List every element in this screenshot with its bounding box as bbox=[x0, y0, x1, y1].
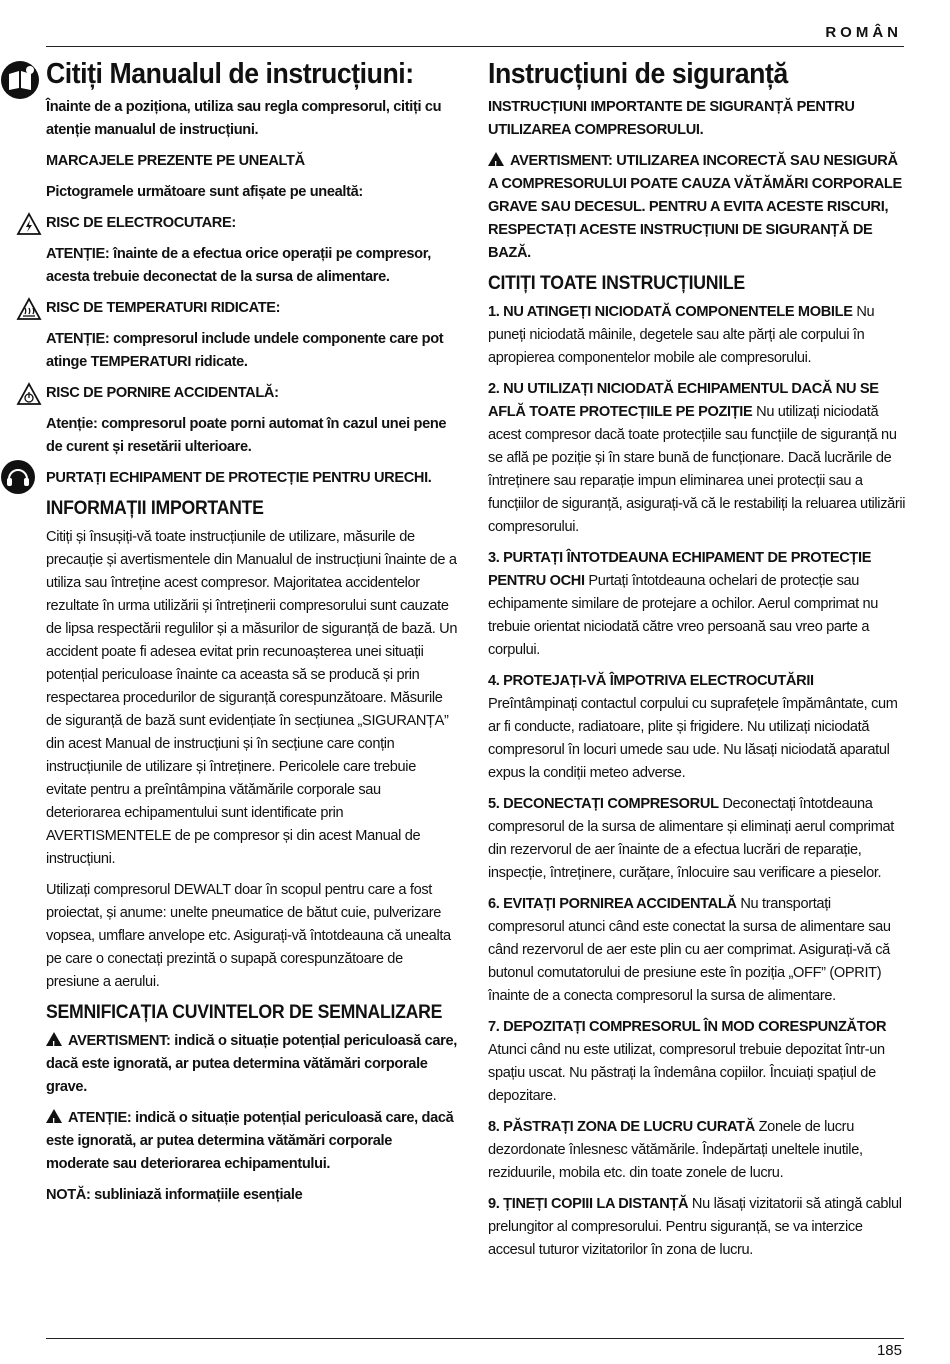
safety-item-title: 3. PURTAȚI ÎNTOTDEAUNA ECHIPAMENT DE PROTECȚIE PENTRU OCHI bbox=[488, 550, 872, 589]
safety-item-title: 5. DECONECTAȚI COMPRESORUL bbox=[488, 796, 719, 812]
electric-shock-icon bbox=[16, 212, 42, 236]
safety-item bbox=[488, 1016, 906, 1108]
safety-item-text: Nu utilizați niciodată acest compresor dacă toate protecțiile sau funcțiile de siguranță nu se află pe poziție și în stare bună de funcționare. Dacă lucrările de întreținere sau reparație impun eliminarea unei protecții sau a funcțiilor de siguranță, asigurați-vă că le restabiliți la reluarea utilizării compresorului. bbox=[488, 404, 906, 535]
safety-item-title: 7. DEPOZITAȚI COMPRESORUL ÎN MOD CORESPUNZĂTOR bbox=[488, 1019, 887, 1035]
pictograms-intro: Pictogramele următoare sunt afișate pe unealtă: bbox=[46, 184, 363, 200]
safety-item-text: Atunci când nu este utilizat, compresorul trebuie depozitat într-un spațiu uscat. Nu păstrați la îndemâna copiilor. Încuiați spațiul de depozitare. bbox=[488, 1042, 885, 1104]
safety-item-title: 9. ȚINEȚI COPIII LA DISTANȚĂ bbox=[488, 1196, 689, 1212]
heat-text: ATENȚIE: compresorul include undele componente care pot atinge TEMPERATURI ridicate. bbox=[46, 331, 444, 370]
signal-caution-text: ATENȚIE: indică o situație potențial periculoasă care, dacă este ignorată, ar putea determina vătămări corporale moderate sau deteriorarea echipamentului. bbox=[46, 1110, 454, 1172]
safety-item-text: Preîntâmpinați contactul corpului cu suprafețele împământate, cum ar fi conducte, radiatoare, plite și frigidere. Nu utilizați niciodată compresorul în locuri umede sau ude. Nu lăsați niciodată aparatul expus la condiții meteo adverse. bbox=[488, 696, 898, 781]
left-column bbox=[46, 56, 458, 1215]
warning-triangle-icon bbox=[488, 152, 504, 166]
safety-item-text: Nu puneți niciodată mâinile, degetele sau alte părți ale corpului în apropierea componentelor mobile ale compresorului. bbox=[488, 304, 875, 366]
safety-item-title: 6. EVITAȚI PORNIREA ACCIDENTALĂ bbox=[488, 896, 737, 912]
safety-title: Instrucțiuni de siguranță bbox=[488, 58, 788, 90]
warning-triangle-icon bbox=[46, 1032, 62, 1046]
manual-section bbox=[46, 56, 458, 92]
signal-note: NOTĂ: subliniază informațiile esențiale bbox=[46, 1187, 303, 1203]
safety-item bbox=[488, 1193, 906, 1262]
start-text: Atenție: compresorul poate porni automat în cazul unei pene de curent și resetării ulterioare. bbox=[46, 416, 447, 455]
safety-item bbox=[488, 547, 906, 662]
read-manual-icon bbox=[0, 60, 40, 100]
ear-text: PURTAȚI ECHIPAMENT DE PROTECȚIE PENTRU URECHI. bbox=[46, 470, 432, 486]
hot-surface-icon bbox=[16, 297, 42, 321]
shock-title: RISC DE ELECTROCUTARE: bbox=[46, 215, 236, 231]
info-paragraph-2: Utilizați compresorul DEWALT doar în scopul pentru care a fost proiectat, și anume: unelte pneumatice de bătut cuie, pulverizare vopsea, umflare anvelope etc. Asigurați-vă întotdeauna că unealta pe care o conectați prezintă o supapă corespunzătoare de presiune a aerului. bbox=[46, 882, 451, 990]
page-number: 185 bbox=[876, 1342, 902, 1359]
manual-intro: Înainte de a poziționa, utiliza sau regla compresorul, citiți cu atenție manualul de instrucțiuni. bbox=[46, 99, 442, 138]
safety-item-text: Deconectați întotdeauna compresorul de la sursa de alimentare și eliminați aerul comprimat din rezervorul de aer înainte de a efectua lucrări de reparație, inspecție, întreținere, curățare, înlocuire sau verificare a pieselor. bbox=[488, 796, 894, 881]
safety-item-title: 2. NU UTILIZAȚI NICIODATĂ ECHIPAMENTUL DACĂ NU SE AFLĂ TOATE PROTECȚIILE PE POZIȚIE bbox=[488, 381, 879, 420]
ear-item bbox=[46, 467, 458, 490]
signal-heading: SEMNIFICAȚIA CUVINTELOR DE SEMNALIZARE bbox=[46, 1002, 443, 1023]
shock-text: ATENȚIE: înainte de a efectua orice operații pe compresor, acesta trebuie deconectat de la sursa de alimentare. bbox=[46, 246, 431, 285]
manual-title: Citiți Manualul de instrucțiuni: bbox=[46, 58, 414, 90]
safety-item bbox=[488, 378, 906, 539]
footer-divider bbox=[46, 1338, 904, 1339]
warning-triangle-icon bbox=[46, 1109, 62, 1123]
header-divider bbox=[46, 46, 904, 47]
safety-item bbox=[488, 1116, 906, 1185]
safety-item bbox=[488, 670, 906, 785]
safety-item-text: Nu lăsați vizitatorii să atingă cablul prelungitor al compresorului. Pentru siguranță, se va interzice accesul tuturor vizitatorilor în zona de lucru. bbox=[488, 1196, 902, 1258]
shock-item bbox=[46, 212, 458, 235]
read-heading: CITIȚI TOATE INSTRUCȚIUNILE bbox=[488, 273, 745, 294]
signal-caution bbox=[46, 1107, 458, 1176]
signal-warning-text: AVERTISMENT: indică o situație potențial periculoasă care, dacă este ignorată, ar putea determina vătămări corporale grave. bbox=[46, 1033, 457, 1095]
signal-warning bbox=[46, 1030, 458, 1099]
safety-subtitle: INSTRUCȚIUNI IMPORTANTE DE SIGURANȚĂ PENTRU UTILIZAREA COMPRESORULUI. bbox=[488, 99, 855, 138]
safety-warning-text: AVERTISMENT: UTILIZAREA INCORECTĂ SAU NESIGURĂ A COMPRESORULUI POATE CAUZA VĂTĂMĂRI CORPORALE GRAVE SAU DECESUL. PENTRU A EVITA ACESTE RISCURI, RESPECTAȚI ACESTE INSTRUCȚIUNI DE SIGURANȚĂ DE BAZĂ. bbox=[488, 153, 902, 261]
safety-item bbox=[488, 893, 906, 1008]
safety-item-title: 4. PROTEJAȚI-VĂ ÎMPOTRIVA ELECTROCUTĂRII bbox=[488, 673, 814, 689]
safety-item-title: 1. NU ATINGEȚI NICIODATĂ COMPONENTELE MOBILE bbox=[488, 304, 853, 320]
start-title: RISC DE PORNIRE ACCIDENTALĂ: bbox=[46, 385, 279, 401]
safety-item-text: Nu transportați compresorul atunci când este conectat la sursa de alimentare sau când rezervorul de aer este plin cu aer comprimat. Asigurați-vă că butonul comutatorului de presiune este în poziția „OFF” (OPRIT) înainte de a conecta compresorul la sursa de alimentare. bbox=[488, 896, 891, 1004]
ear-protection-icon bbox=[0, 459, 36, 495]
safety-items-list bbox=[488, 301, 906, 1262]
safety-warning bbox=[488, 150, 906, 265]
heat-item bbox=[46, 297, 458, 320]
info-heading: INFORMAȚII IMPORTANTE bbox=[46, 498, 264, 519]
right-column bbox=[488, 56, 906, 1270]
language-label: ROMÂN bbox=[825, 24, 902, 41]
safety-item-title: 8. PĂSTRAȚI ZONA DE LUCRU CURATĂ bbox=[488, 1119, 755, 1135]
safety-item-text: Purtați întotdeauna ochelari de protecție sau echipamente similare de protejare a ochilor. Aerul comprimat nu trebuie orientat niciodată către vreo persoană sau vreo parte a corpului. bbox=[488, 573, 879, 658]
safety-item-text: Zonele de lucru dezordonate înlesnesc vătămările. Îndepărtați uneltele inutile, reziduurile, mobila etc. din toate zonele de lucru. bbox=[488, 1119, 863, 1181]
start-item bbox=[46, 382, 458, 405]
info-paragraph-1: Citiți și însușiți-vă toate instrucțiunile de utilizare, măsurile de precauție și avertismentele din Manualul de instrucțiuni înainte de a utiliza sau întreține acest compresor. Majoritatea accidentelor rezultate în urma utilizării și întreținerii compresorului sunt cauzate de lipsa respectării regulilor și a măsurilor de siguranță de bază. Un accident poate fi adesea evitat prin recunoașterea unei situații potențial periculoase înainte ca aceasta să se producă și prin respectarea procedurilor de siguranță corespunzătoare. Măsurile de siguranță de bază sunt evidențiate în secțiunea „SIGURANȚA” din acest Manual de instrucțiuni și în secțiune care conțin instrucțiunile de utilizare și întreținere. Pericolele care trebuie evitate pentru a preîntâmpina vătămările corporale sau deteriorarea echipamentului sunt identificate prin AVERTISMENTELE de pe compresor și din acest Manual de instrucțiuni. bbox=[46, 529, 458, 867]
safety-item bbox=[488, 793, 906, 885]
accidental-start-icon bbox=[16, 382, 42, 406]
markings-heading: MARCAJELE PREZENTE PE UNEALTĂ bbox=[46, 153, 305, 169]
safety-item bbox=[488, 301, 906, 370]
heat-title: RISC DE TEMPERATURI RIDICATE: bbox=[46, 300, 281, 316]
